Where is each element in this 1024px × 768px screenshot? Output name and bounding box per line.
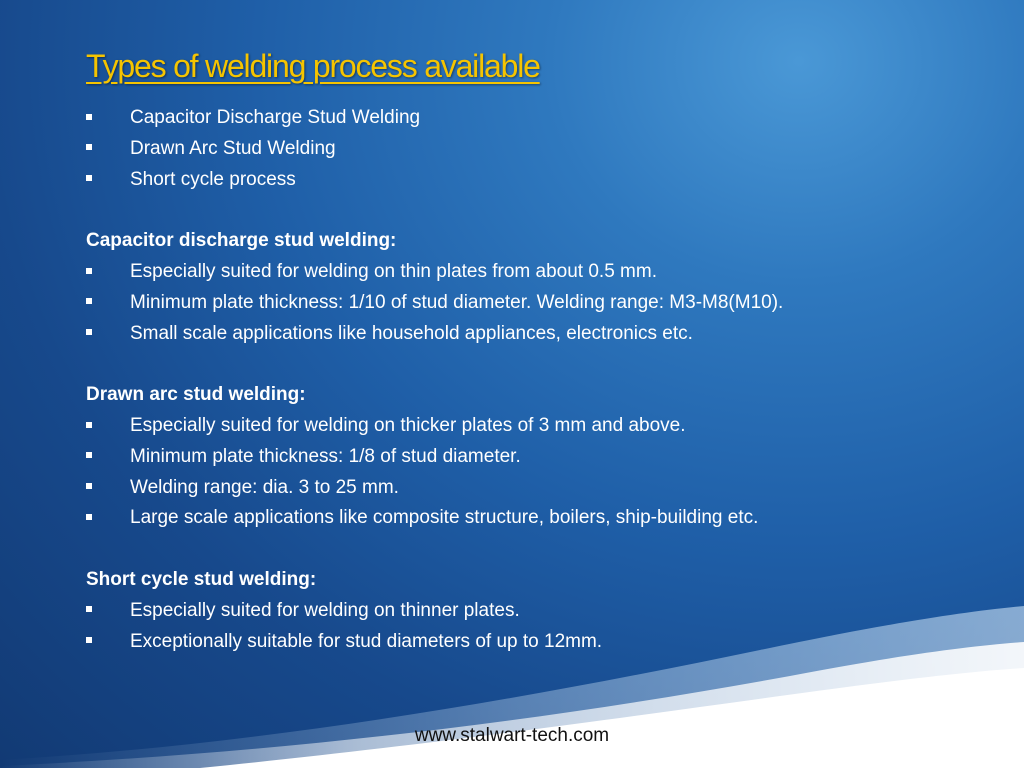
list-item-text: Especially suited for welding on thinner plates. xyxy=(130,599,520,621)
spacer xyxy=(86,534,986,565)
list-item-text: Small scale applications like household appliances, electronics etc. xyxy=(130,322,693,344)
list-item xyxy=(86,503,986,534)
square-bullet-icon xyxy=(86,165,130,196)
square-bullet-icon xyxy=(86,596,130,627)
square-bullet-icon xyxy=(86,134,130,165)
list-item-text: Capacitor Discharge Stud Welding xyxy=(130,107,421,128)
list-item xyxy=(86,288,986,319)
list-item-text: Especially suited for welding on thin plates from about 0.5 mm. xyxy=(130,260,657,282)
spacer xyxy=(86,349,986,380)
list-item-text: Especially suited for welding on thicker plates of 3 mm and above. xyxy=(130,414,686,436)
square-bullet-icon xyxy=(86,473,130,504)
list-item-text: Minimum plate thickness: 1/10 of stud diameter. Welding range: M3-M8(M10). xyxy=(130,291,784,313)
slide-title: Types of welding process available xyxy=(86,48,540,84)
square-bullet-icon xyxy=(86,257,130,288)
list-item xyxy=(86,473,986,504)
list-item xyxy=(86,165,986,196)
list-item-text: Short cycle process xyxy=(130,168,296,190)
list-item-text: Drawn Arc Stud Welding xyxy=(130,137,336,159)
section-heading: Capacitor discharge stud welding: xyxy=(86,230,397,252)
square-bullet-icon xyxy=(86,103,130,134)
square-bullet-icon xyxy=(86,319,130,350)
footer-url: www.stalwart-tech.com xyxy=(414,725,610,746)
square-bullet-icon xyxy=(86,627,130,658)
list-item xyxy=(86,103,986,134)
spacer xyxy=(86,195,986,226)
list-item-text: Large scale applications like composite structure, boilers, ship-building etc. xyxy=(130,507,759,529)
section-heading: Short cycle stud welding: xyxy=(86,568,317,590)
square-bullet-icon xyxy=(86,288,130,319)
list-item xyxy=(86,442,986,473)
list-item-text: Minimum plate thickness: 1/8 of stud diameter. xyxy=(130,445,521,467)
square-bullet-icon xyxy=(86,411,130,442)
slide-content xyxy=(86,103,986,657)
list-item xyxy=(86,134,986,165)
square-bullet-icon xyxy=(86,442,130,473)
section-heading: Drawn arc stud welding: xyxy=(86,384,306,406)
list-item xyxy=(86,257,986,288)
list-item xyxy=(86,319,986,350)
list-item xyxy=(86,411,986,442)
square-bullet-icon xyxy=(86,503,130,534)
list-item xyxy=(86,596,986,627)
list-item-text: Exceptionally suitable for stud diameters of up to 12mm. xyxy=(130,630,603,652)
list-item-text: Welding range: dia. 3 to 25 mm. xyxy=(130,476,399,498)
list-item xyxy=(86,627,986,658)
